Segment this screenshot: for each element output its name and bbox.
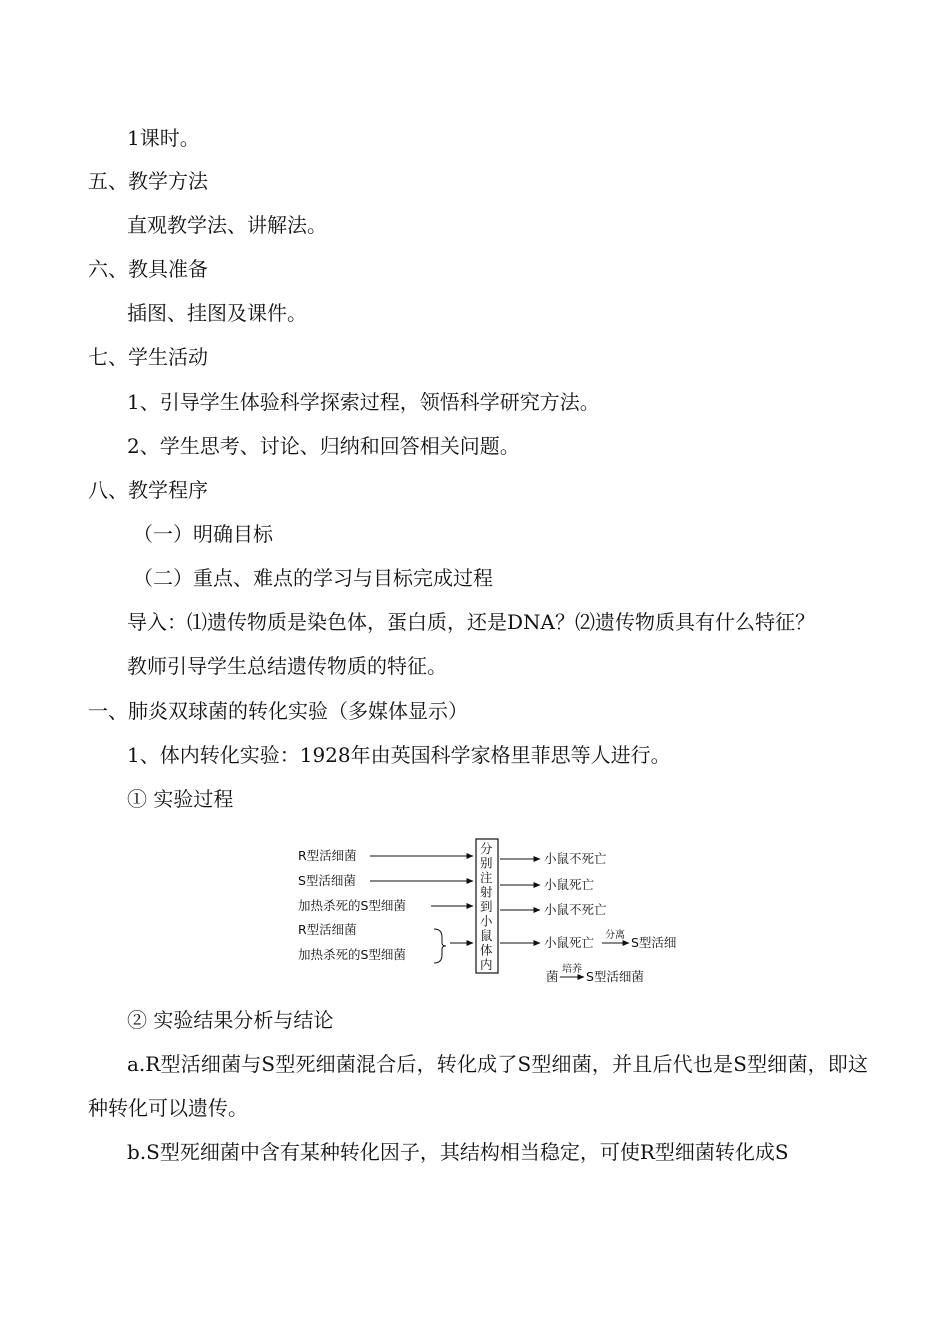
diagram-brace	[434, 929, 446, 963]
diagram-input-mixed-s-heat-killed: 加热杀死的S型细菌	[298, 947, 406, 962]
heading-teaching-aids: 六、教具准备	[88, 257, 208, 281]
experiment-diagram-svg	[290, 833, 690, 993]
paragraph-conclusion-a: a.R型活细菌与S型死细菌混合后，转化成了S型细菌，并且后代也是S型细菌，即这种转化可以遗传。	[88, 1052, 868, 1120]
diagram-center-char: 小	[480, 913, 493, 929]
diagram-result-die-2: 小鼠死亡	[544, 935, 595, 950]
diagram-center-char: 别	[480, 855, 493, 871]
diagram-result-die: 小鼠死亡	[544, 877, 595, 892]
diagram-result-survive-2: 小鼠不死亡	[544, 902, 607, 917]
subheading-key-points: （二）重点、难点的学习与目标完成过程	[133, 566, 493, 590]
diagram-result-s-culture: S型活细菌	[586, 969, 644, 984]
text-line-in-vivo: 1、体内转化实验：1928年由英国科学家格里菲思等人进行。	[127, 743, 671, 767]
heading-teaching-procedure: 八、教学程序	[88, 478, 208, 502]
diagram-center-char: 注	[480, 870, 493, 885]
text-line-activity-1: 1、引导学生体验科学探索过程，领悟科学研究方法。	[127, 390, 600, 414]
diagram-center-char: 分	[480, 841, 493, 856]
diagram-center-char: 到	[480, 899, 493, 914]
diagram-center-char: 射	[480, 884, 493, 900]
diagram-center-char: 内	[480, 957, 493, 972]
text-line-analysis: ② 实验结果分析与结论	[127, 1008, 334, 1032]
diagram-input-r-live: R型活细菌	[298, 848, 357, 863]
diagram-label-culture: 培养	[562, 964, 582, 975]
heading-teaching-methods: 五、教学方法	[88, 169, 208, 193]
diagram-label-separate: 分离	[605, 930, 625, 941]
paragraph-conclusion-b: b.S型死细菌中含有某种转化因子，其结构相当稳定，可使R型细菌转化成S	[127, 1140, 789, 1164]
diagram-input-s-heat-killed: 加热杀死的S型细菌	[298, 898, 406, 913]
heading-student-activities: 七、学生活动	[88, 345, 208, 369]
diagram-input-mixed-r-live: R型活细菌	[298, 922, 357, 937]
text-line-methods: 直观教学法、讲解法。	[127, 213, 327, 237]
text-line-intro: 导入：⑴遗传物质是染色体，蛋白质，还是DNA？⑵遗传物质具有什么特征？	[127, 610, 815, 634]
experiment-diagram	[290, 833, 690, 993]
diagram-center-char: 体	[480, 942, 493, 958]
text-line-activity-2: 2、学生思考、讨论、归纳和回答相关问题。	[127, 434, 520, 458]
text-line-process: ① 实验过程	[127, 787, 234, 811]
text-line-teacher-guide: 教师引导学生总结遗传物质的特征。	[127, 654, 447, 678]
diagram-result-s-live: S型活细	[631, 935, 677, 950]
text-line-class-hours: 1课时。	[127, 126, 200, 150]
heading-transformation-experiment: 一、肺炎双球菌的转化实验（多媒体显示）	[88, 699, 468, 723]
diagram-center-char: 鼠	[480, 928, 493, 943]
diagram-input-s-live: S型活细菌	[298, 873, 356, 888]
diagram-wrap-char: 菌	[546, 969, 559, 984]
text-line-aids: 插图、挂图及课件。	[127, 301, 307, 325]
diagram-result-survive: 小鼠不死亡	[544, 851, 607, 866]
subheading-goals: （一）明确目标	[133, 522, 273, 546]
